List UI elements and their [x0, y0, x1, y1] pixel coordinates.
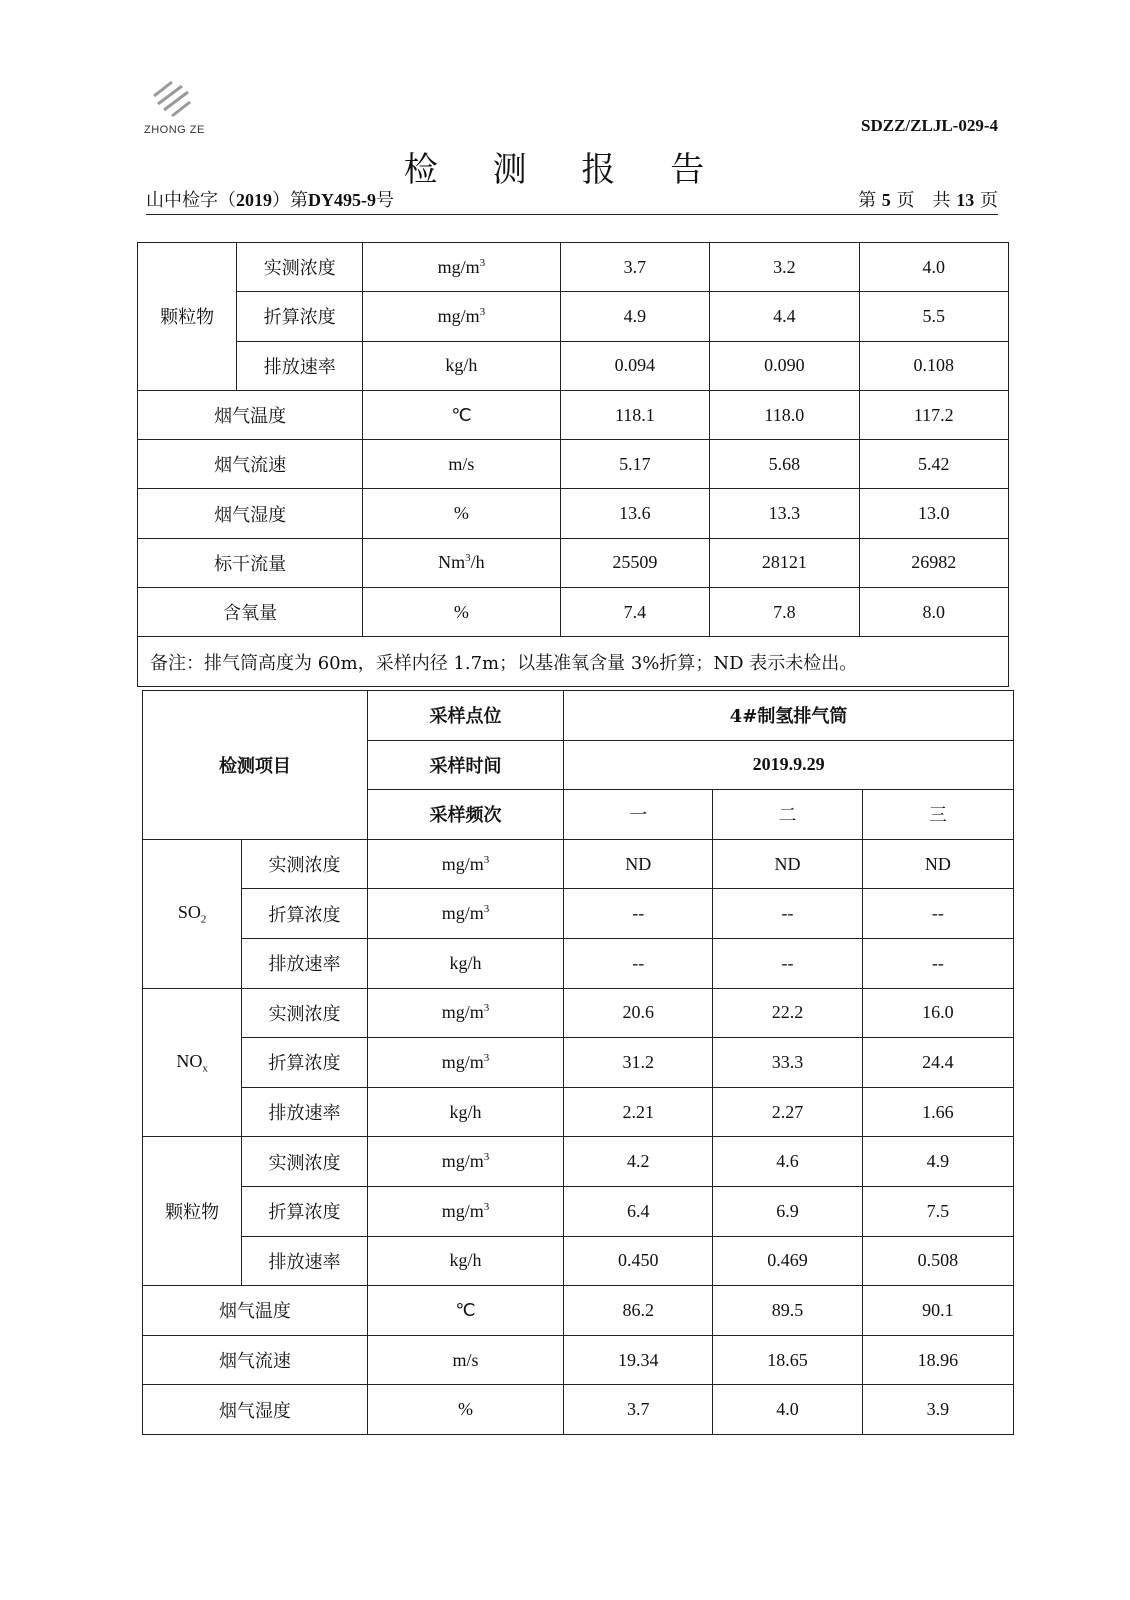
unit-superscript: 3: [483, 853, 490, 866]
table-row: [143, 839, 1014, 889]
param-label: 折算浓度: [237, 292, 363, 341]
value-cell: --: [862, 938, 1013, 988]
freq-cell: 三: [862, 790, 1013, 840]
param-label: 烟气流速: [143, 1335, 368, 1385]
unit-cell: [367, 1038, 563, 1088]
sampling-time-label: 采样时间: [367, 740, 563, 790]
table-row: [143, 1335, 1014, 1385]
value-cell: 6.9: [713, 1186, 862, 1236]
sampling-freq-label: 采样频次: [367, 790, 563, 840]
table-row: [143, 1186, 1014, 1236]
value-cell: 13.3: [710, 489, 859, 538]
value-cell: 86.2: [564, 1286, 713, 1336]
unit-cell: [363, 489, 561, 538]
unit-cell: [363, 292, 561, 341]
value-cell: 5.5: [859, 292, 1008, 341]
unit-cell: [367, 988, 563, 1038]
value-cell: 13.6: [560, 489, 709, 538]
page-title: 检 测 报 告: [403, 150, 727, 190]
value-cell: 0.090: [710, 341, 859, 390]
unit-cell: [367, 938, 563, 988]
value-cell: 2.27: [713, 1087, 862, 1137]
value-cell: 18.96: [862, 1335, 1013, 1385]
param-label: 排放速率: [242, 938, 368, 988]
unit-cell: [363, 341, 561, 390]
table-row: [138, 292, 1009, 341]
param-label: 实测浓度: [242, 1137, 368, 1187]
group-name: SO: [177, 901, 201, 922]
freq-cell: 一: [564, 790, 713, 840]
table-row: [143, 1385, 1014, 1435]
unit-cell: [367, 1335, 563, 1385]
value-cell: --: [564, 889, 713, 939]
sampling-point: 4#制氢排气筒: [564, 691, 1014, 741]
unit-cell: [367, 1236, 563, 1286]
unit-text: m/s: [452, 1349, 479, 1370]
table-row: [138, 390, 1009, 439]
value-cell: 118.0: [710, 390, 859, 439]
page-info: 第 5 页 共 13 页: [858, 190, 998, 211]
unit-superscript: 3: [483, 1151, 490, 1164]
unit-superscript: 3: [483, 1002, 490, 1015]
unit-text: mg/m: [441, 1002, 484, 1023]
unit-text: mg/m: [441, 1051, 484, 1072]
unit-text: %: [453, 601, 469, 622]
value-cell: 28121: [710, 538, 859, 587]
unit-cell: [367, 1087, 563, 1137]
value-cell: 89.5: [713, 1286, 862, 1336]
param-label: 实测浓度: [242, 839, 368, 889]
unit-text: mg/m: [441, 1151, 484, 1172]
table-row: [143, 889, 1014, 939]
unit-cell: [367, 1137, 563, 1187]
group-name: 颗粒物: [165, 1202, 220, 1223]
param-label: 排放速率: [242, 1087, 368, 1137]
unit-text: %: [453, 503, 469, 524]
group-label: [143, 839, 242, 988]
value-cell: 20.6: [564, 988, 713, 1038]
unit-text: m/s: [448, 453, 475, 474]
value-cell: 1.66: [862, 1087, 1013, 1137]
table-row: [138, 588, 1009, 637]
unit-text: mg/m: [437, 305, 480, 326]
value-cell: 16.0: [862, 988, 1013, 1038]
results-table-continued: [137, 242, 1009, 687]
table-row: [138, 341, 1009, 390]
value-cell: 0.108: [859, 341, 1008, 390]
table-row: [143, 1286, 1014, 1336]
table-row: [143, 1236, 1014, 1286]
report-code: SDZZ/ZLJL-029-4: [861, 116, 998, 135]
unit-text: ℃: [455, 1299, 476, 1320]
value-cell: 4.0: [713, 1385, 862, 1435]
value-cell: --: [713, 938, 862, 988]
value-cell: 0.450: [564, 1236, 713, 1286]
param-label: 烟气温度: [138, 390, 363, 439]
unit-cell: [363, 538, 561, 587]
param-label: 烟气温度: [143, 1286, 368, 1336]
param-label: 排放速率: [242, 1236, 368, 1286]
report-number: 山中检字（2019）第DY495-9号: [146, 190, 394, 211]
param-label: 烟气湿度: [138, 489, 363, 538]
value-cell: 22.2: [713, 988, 862, 1038]
group-name-subscript: x: [202, 1062, 208, 1075]
param-label: 折算浓度: [242, 1186, 368, 1236]
unit-text: mg/m: [441, 903, 484, 924]
logo-mark-icon: [150, 78, 194, 122]
item-label: 检测项目: [143, 691, 368, 840]
note-text: 备注：排气筒高度为 60m，采样内径 1.7m；以基准氧含量 3%折算；ND 表示未检出。: [138, 637, 1009, 686]
value-cell: 7.8: [710, 588, 859, 637]
unit-text: mg/m: [441, 853, 484, 874]
unit-cell: [367, 889, 563, 939]
value-cell: 8.0: [859, 588, 1008, 637]
value-cell: 0.469: [713, 1236, 862, 1286]
value-cell: 6.4: [564, 1186, 713, 1236]
value-cell: 90.1: [862, 1286, 1013, 1336]
unit-text: %: [458, 1399, 474, 1420]
unit-cell: [367, 1286, 563, 1336]
unit-superscript: 3: [483, 903, 490, 916]
value-cell: 24.4: [862, 1038, 1013, 1088]
param-label: 排放速率: [237, 341, 363, 390]
unit-text: kg/h: [449, 952, 482, 973]
table-row: [138, 243, 1009, 292]
value-cell: 4.4: [710, 292, 859, 341]
unit-superscript: 3: [483, 1200, 490, 1213]
unit-text: ℃: [451, 404, 472, 425]
table-row: [138, 440, 1009, 489]
group-label: [143, 1137, 242, 1286]
unit-cell: [367, 1186, 563, 1236]
value-cell: 0.094: [560, 341, 709, 390]
unit-text: kg/h: [449, 1250, 482, 1271]
unit-cell: [363, 588, 561, 637]
param-label: 折算浓度: [242, 889, 368, 939]
value-cell: 18.65: [713, 1335, 862, 1385]
value-cell: 31.2: [564, 1038, 713, 1088]
param-label: 实测浓度: [237, 243, 363, 292]
unit-superscript: 3: [465, 552, 471, 565]
value-cell: 118.1: [560, 390, 709, 439]
value-cell: 4.9: [560, 292, 709, 341]
report-subheader: [146, 186, 998, 215]
value-cell: 4.6: [713, 1137, 862, 1187]
value-cell: 5.68: [710, 440, 859, 489]
value-cell: --: [713, 889, 862, 939]
company-logo: [140, 78, 210, 148]
value-cell: 26982: [859, 538, 1008, 587]
unit-cell: [363, 390, 561, 439]
param-label: 含氧量: [138, 588, 363, 637]
param-label: 实测浓度: [242, 988, 368, 1038]
value-cell: 7.5: [862, 1186, 1013, 1236]
unit-text: mg/m: [441, 1200, 484, 1221]
param-label: 烟气流速: [138, 440, 363, 489]
value-cell: --: [564, 938, 713, 988]
group-label: [143, 988, 242, 1137]
value-cell: --: [862, 889, 1013, 939]
value-cell: 33.3: [713, 1038, 862, 1088]
sampling-time: 2019.9.29: [564, 740, 1014, 790]
value-cell: 13.0: [859, 489, 1008, 538]
group-name-subscript: 2: [200, 913, 207, 926]
table-row: [138, 489, 1009, 538]
unit-text: kg/h: [445, 355, 478, 376]
logo-text: ZHONG ZE: [144, 124, 205, 136]
value-cell: ND: [862, 839, 1013, 889]
unit-text: kg/h: [449, 1101, 482, 1122]
value-cell: 5.17: [560, 440, 709, 489]
param-label: 折算浓度: [242, 1038, 368, 1088]
unit-tail: /h: [470, 552, 485, 573]
value-cell: 2.21: [564, 1087, 713, 1137]
freq-cell: 二: [713, 790, 862, 840]
value-cell: 117.2: [859, 390, 1008, 439]
value-cell: 19.34: [564, 1335, 713, 1385]
unit-superscript: 3: [479, 305, 486, 318]
group-label: 颗粒物: [138, 243, 237, 391]
value-cell: 7.4: [560, 588, 709, 637]
table-row: [138, 538, 1009, 587]
value-cell: 4.0: [859, 243, 1008, 292]
value-cell: 3.2: [710, 243, 859, 292]
table-row: [143, 1038, 1014, 1088]
results-table-hydrogen-stack: [142, 690, 1014, 1435]
group-name: NO: [176, 1050, 203, 1071]
unit-cell: [363, 243, 561, 292]
unit-text: mg/m: [437, 256, 480, 277]
unit-superscript: 3: [483, 1051, 490, 1064]
value-cell: 3.7: [560, 243, 709, 292]
table-row: [143, 938, 1014, 988]
unit-cell: [367, 1385, 563, 1435]
value-cell: ND: [713, 839, 862, 889]
unit-cell: [363, 440, 561, 489]
unit-text: Nm: [438, 552, 466, 573]
table-row: [143, 1137, 1014, 1187]
value-cell: ND: [564, 839, 713, 889]
table-row: [143, 988, 1014, 1038]
value-cell: 3.7: [564, 1385, 713, 1435]
value-cell: 4.9: [862, 1137, 1013, 1187]
param-label: 烟气湿度: [143, 1385, 368, 1435]
table-row: [143, 1087, 1014, 1137]
sampling-point-label: 采样点位: [367, 691, 563, 741]
value-cell: 5.42: [859, 440, 1008, 489]
unit-cell: [367, 839, 563, 889]
unit-superscript: 3: [479, 256, 486, 269]
value-cell: 4.2: [564, 1137, 713, 1187]
param-label: 标干流量: [138, 538, 363, 587]
table-row: [143, 691, 1014, 741]
value-cell: 3.9: [862, 1385, 1013, 1435]
value-cell: 0.508: [862, 1236, 1013, 1286]
value-cell: 25509: [560, 538, 709, 587]
note-row: [138, 637, 1009, 686]
